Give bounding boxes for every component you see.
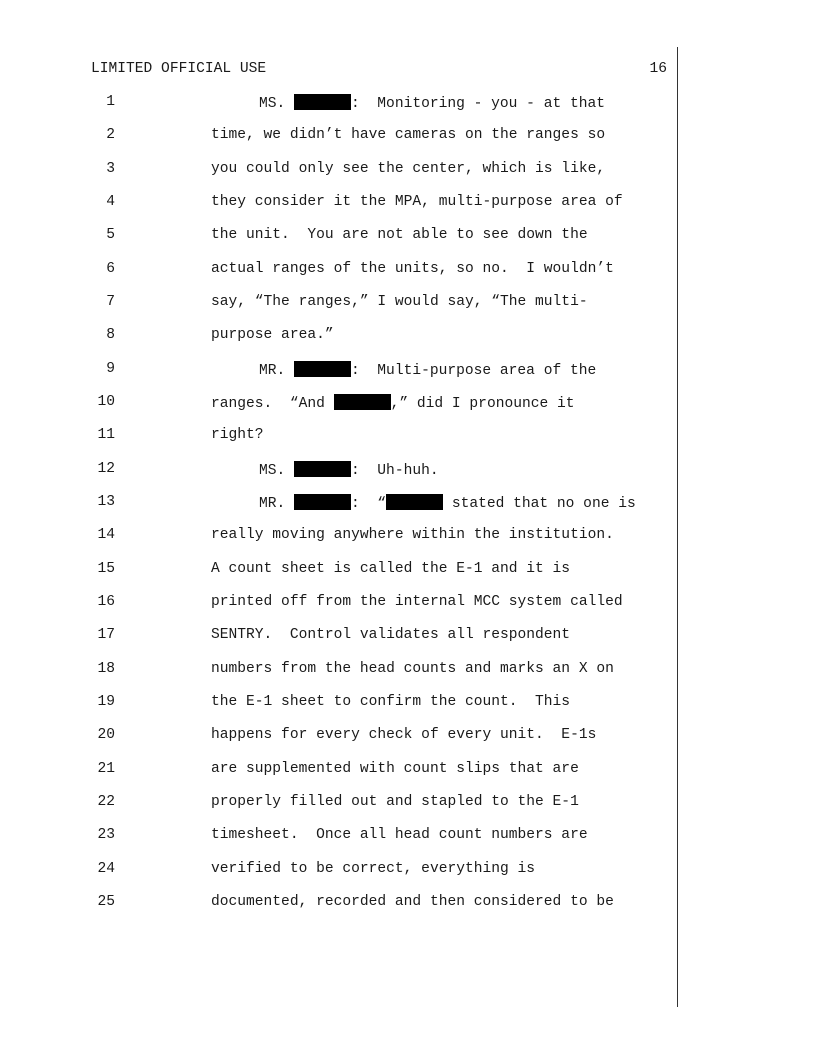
line-number: 7	[106, 293, 115, 310]
text-segment: time, we didn’t have cameras on the ranges so	[211, 127, 606, 144]
text-segment: right?	[211, 427, 264, 444]
text-segment: MS.	[259, 96, 295, 112]
text-segment: MS.	[259, 462, 295, 479]
text-segment: the unit. You are not able to see down the	[211, 227, 588, 244]
line-number: 4	[106, 193, 115, 210]
line-text	[211, 427, 264, 443]
redaction-box	[334, 394, 391, 410]
line-text	[211, 827, 588, 843]
line-number: 9	[106, 360, 115, 377]
text-segment: ,” did I pronounce it	[390, 395, 575, 412]
line-text	[211, 861, 535, 877]
line-number: 22	[97, 793, 115, 810]
line-number: 18	[97, 660, 115, 677]
line-text	[259, 361, 596, 379]
line-number: 1	[106, 94, 115, 110]
line-text	[211, 127, 605, 143]
text-segment: properly filled out and stapled to the E-1	[211, 793, 579, 810]
text-segment: documented, recorded and then considered to be	[211, 893, 614, 910]
right-margin-rule	[677, 47, 678, 1007]
text-segment: ranges. “And	[211, 395, 334, 412]
text-segment: verified to be correct, everything is	[211, 860, 536, 877]
line-number: 11	[97, 427, 115, 444]
line-text	[211, 194, 623, 210]
text-segment: printed off from the internal MCC system called	[211, 593, 623, 610]
line-number: 24	[97, 860, 115, 877]
redaction-box	[294, 494, 351, 510]
line-text	[211, 227, 588, 243]
line-number: 21	[97, 760, 115, 777]
text-segment: timesheet. Once all head count numbers are	[211, 827, 588, 844]
line-text	[211, 327, 334, 343]
line-text	[211, 294, 588, 310]
text-segment: MR.	[259, 495, 295, 512]
line-text	[211, 561, 570, 577]
line-text	[211, 627, 570, 643]
line-text	[211, 694, 570, 710]
text-segment: numbers from the head counts and marks an X on	[211, 660, 614, 677]
text-segment: they consider it the MPA, multi-purpose area of	[211, 193, 623, 210]
line-text	[211, 894, 614, 910]
redaction-box	[294, 361, 351, 377]
line-number: 15	[97, 560, 115, 577]
text-segment: : Uh-huh.	[351, 462, 439, 479]
page-number: 16	[649, 61, 667, 77]
line-number: 19	[97, 693, 115, 710]
text-segment: say, “The ranges,” I would say, “The multi-	[211, 293, 588, 310]
line-text	[211, 161, 605, 177]
line-text	[259, 494, 636, 512]
line-number: 6	[106, 260, 115, 277]
line-number: 23	[97, 827, 115, 844]
text-segment: are supplemented with count slips that are	[211, 760, 579, 777]
classification-header: LIMITED OFFICIAL USE	[91, 61, 267, 77]
line-number: 2	[106, 127, 115, 144]
line-number: 25	[97, 893, 115, 910]
line-text	[211, 661, 614, 677]
line-number: 16	[97, 593, 115, 610]
text-segment: : Multi-purpose area of the	[351, 362, 597, 379]
line-text	[211, 527, 614, 543]
line-text	[259, 94, 605, 112]
line-text	[211, 394, 575, 412]
text-segment: : “	[351, 495, 387, 512]
line-number: 5	[106, 227, 115, 244]
text-segment: you could only see the center, which is like,	[211, 160, 606, 177]
line-number: 14	[97, 527, 115, 544]
text-segment: actual ranges of the units, so no. I wouldn’t	[211, 260, 614, 277]
line-number: 3	[106, 160, 115, 177]
text-segment: A count sheet is called the E-1 and it is	[211, 560, 571, 577]
line-number: 20	[97, 727, 115, 744]
line-text	[211, 261, 614, 277]
line-number: 8	[106, 327, 115, 344]
line-number: 17	[97, 627, 115, 644]
text-segment: happens for every check of every unit. E-1s	[211, 727, 597, 744]
line-text	[211, 794, 579, 810]
redaction-box	[386, 494, 443, 510]
text-segment: the E-1 sheet to confirm the count. This	[211, 693, 571, 710]
line-number: 12	[97, 460, 115, 477]
text-segment: purpose area.”	[211, 327, 334, 344]
redaction-box	[294, 94, 351, 110]
line-text	[211, 727, 596, 743]
text-segment: stated that no one is	[443, 495, 636, 512]
text-segment: really moving anywhere within the institution.	[211, 527, 614, 544]
line-number: 13	[97, 493, 115, 510]
text-segment: : Monitoring - you - at that	[351, 96, 606, 112]
line-text	[211, 761, 579, 777]
line-number: 10	[97, 393, 115, 410]
text-segment: MR.	[259, 362, 295, 379]
text-segment: SENTRY. Control validates all respondent	[211, 627, 571, 644]
line-text	[259, 461, 439, 479]
redaction-box	[294, 461, 351, 477]
line-text	[211, 594, 623, 610]
